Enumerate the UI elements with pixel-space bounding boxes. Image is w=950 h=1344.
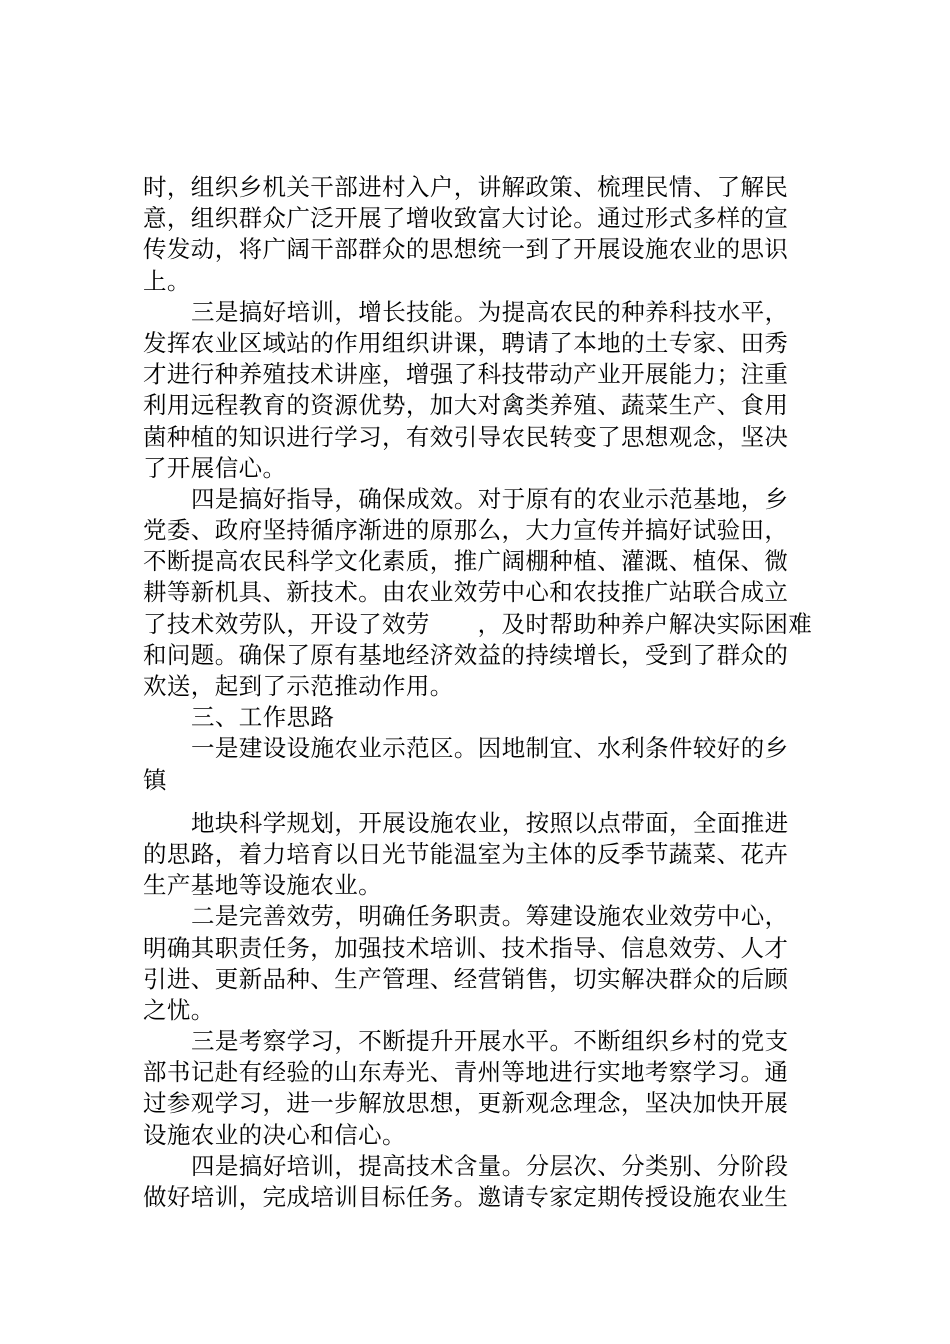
- text-line: 的思路，着力培育以日光节能温室为主体的反季节蔬菜、花卉: [143, 839, 789, 868]
- text-line: 不断提高农民科学文化素质，推广阔棚种植、灌溉、植保、微: [143, 547, 789, 576]
- text-line: 镇: [143, 765, 167, 794]
- text-line: 过参观学习，进一步解放思想，更新观念理念，坚决加快开展: [143, 1089, 789, 1118]
- text-line: 时，组织乡机关干部进村入户，讲解政策、梳理民情、了解民: [143, 173, 789, 201]
- paragraph-start-line: 二是完善效劳，明确任务职责。筹建设施农业效劳中心，: [191, 902, 789, 931]
- text-line: 引进、更新品种、生产管理、经营销售，切实解决群众的后顾: [143, 964, 789, 993]
- text-line: 生产基地等设施农业。: [143, 871, 382, 900]
- section-heading: 三、工作思路: [191, 703, 335, 732]
- paragraph-start-line: 三是考察学习，不断提升开展水平。不断组织乡村的党支: [191, 1027, 789, 1056]
- text-line: 耕等新机具、新技术。由农业效劳中心和农技推广站联合成立: [143, 578, 789, 607]
- text-line: 意，组织群众广泛开展了增收致富大讨论。通过形式多样的宣: [143, 204, 789, 233]
- paragraph-start-line: 四是搞好指导，确保成效。对于原有的农业示范基地，乡: [191, 484, 789, 513]
- text-line: 菌种植的知识进行学习，有效引导农民转变了思想观念，坚决: [143, 422, 789, 451]
- text-line: 之忧。: [143, 995, 215, 1024]
- body-text: [143, 172, 823, 1213]
- text-line: 党委、政府坚持循序渐进的原那么，大力宣传并搞好试验田，: [143, 516, 789, 545]
- text-line: 了技术效劳队，开设了效劳 ，及时帮助种养户解决实际困难: [143, 609, 813, 638]
- text-line: 传发动，将广阔干部群众的思想统一到了开展设施农业的思识: [143, 235, 789, 264]
- text-line: 设施农业的决心和信心。: [143, 1120, 406, 1149]
- text-line: 部书记赴有经验的山东寿光、青州等地进行实地考察学习。通: [143, 1058, 789, 1087]
- paragraph-start-line: 三是搞好培训，增长技能。为提高农民的种养科技水平，: [191, 297, 789, 326]
- text-line: 利用远程教育的资源优势，加大对禽类养殖、蔬菜生产、食用: [143, 391, 789, 420]
- text-line: 发挥农业区域站的作用组织讲课，聘请了本地的土专家、田秀: [143, 328, 789, 357]
- text-line: 上。: [143, 266, 191, 295]
- text-line: 才进行种养殖技术讲座，增强了科技带动产业开展能力；注重: [143, 360, 789, 389]
- text-line: 欢送，起到了示范推动作用。: [143, 672, 454, 700]
- paragraph-start-line: 地块科学规划，开展设施农业，按照以点带面，全面推进: [191, 808, 789, 837]
- paragraph-start-line: 一是建设设施农业示范区。因地制宜、水利条件较好的乡: [191, 734, 789, 763]
- text-line: 了开展信心。: [143, 453, 287, 482]
- text-line: 做好培训，完成培训目标任务。邀请专家定期传授设施农业生: [143, 1183, 789, 1211]
- text-line: 明确其职责任务，加强技术培训、技术指导、信息效劳、人才: [143, 933, 789, 962]
- paragraph-start-line: 四是搞好培训，提高技术含量。分层次、分类别、分阶段: [191, 1151, 789, 1180]
- text-line: 和问题。确保了原有基地经济效益的持续增长，受到了群众的: [143, 640, 789, 669]
